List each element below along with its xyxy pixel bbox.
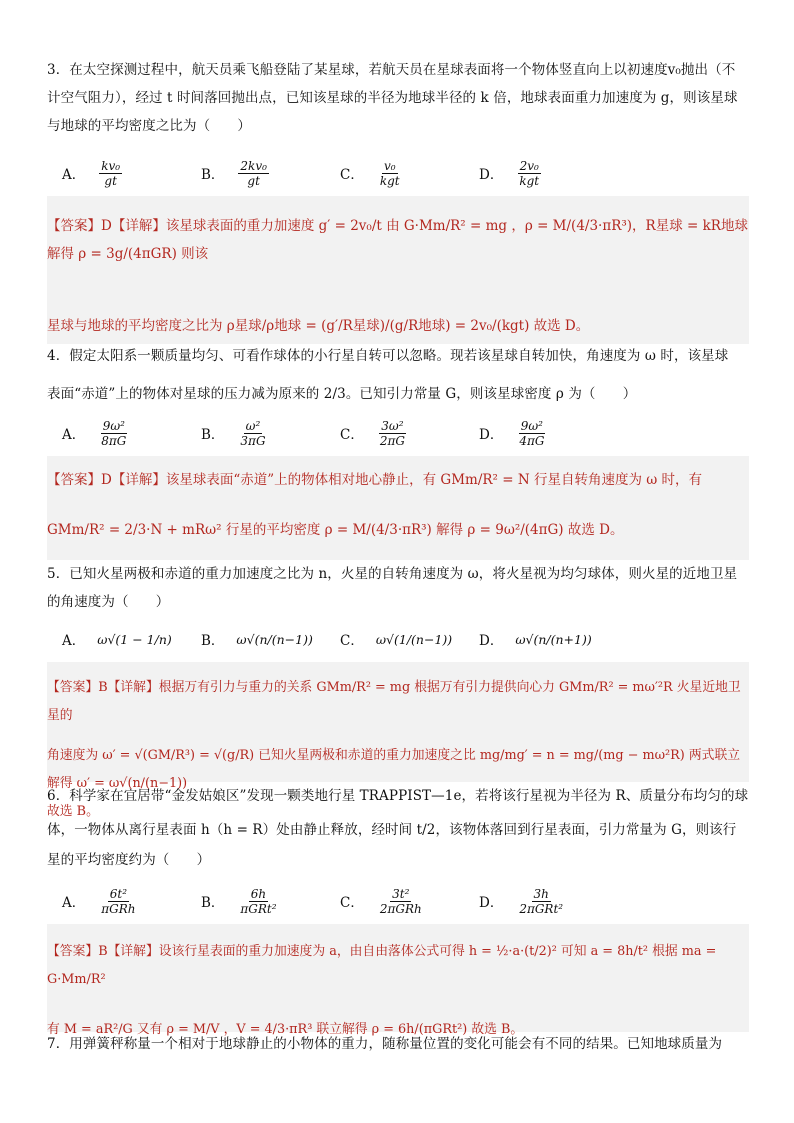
question-6-option-b[interactable]: B． $\frac{6h}{\text{πGRt²}}$ xyxy=(201,886,277,916)
question-3-option-d[interactable]: D． $\frac{\text{2v₀}}{\text{kgt}}$ xyxy=(479,158,540,188)
question-4-option-d[interactable]: D． $\frac{\text{9ω²}}{4\pi G}$ xyxy=(479,418,545,448)
question-6-answer xyxy=(47,924,749,1037)
question-6-line-2: 体，一物体从离行星表面 h（h = R）处由静止释放，经时间 t/2，该物体落回到行星表面，引力常量为 G，则该行 xyxy=(47,822,737,838)
question-5-option-b[interactable]: B． ω√(n/(n−1)) xyxy=(201,631,313,649)
question-6-option-d[interactable]: D． $\frac{3h}{\text{2πGRt²}}$ xyxy=(479,886,564,916)
question-5-option-c[interactable]: C． ω√(1/(n−1)) xyxy=(340,631,453,649)
question-6-options xyxy=(62,880,702,922)
question-6-option-c[interactable]: C． $\frac{\text{3t²}}{\text{2πGRh}}$ xyxy=(340,886,422,916)
question-4-answer-line-2: GMm/R² = 2/3·N + mRω² 行星的平均密度 ρ = M/(4/3·πR³) 解得 ρ = 9ω²/(4πG) 故选 D。 xyxy=(47,522,624,538)
question-4-options xyxy=(62,412,702,454)
question-5 xyxy=(47,560,752,616)
question-3-option-b[interactable]: B． $\frac{\text{2kv₀}}{gt}$ xyxy=(201,158,267,188)
question-3-line-2: 计空气阻力），经过 t 时间落回抛出点，已知该星球的半径为地球半径的 k 倍，地球表面重力加速度为 g，则该星球 xyxy=(47,90,738,106)
question-4-line-2: 表面“赤道”上的物体对星球的压力减为原来的 2/3。已知引力常量 G，则该星球密度 ρ 为（ ） xyxy=(47,386,637,402)
question-6 xyxy=(47,782,752,874)
question-3-option-c[interactable]: C． $\frac{\text{v₀}}{\text{kgt}}$ xyxy=(340,158,400,188)
question-5-options xyxy=(62,618,702,660)
question-5-answer-line-2: 角速度为 ω′ = √(GM/R³) = √(g/R) 已知火星两极和赤道的重力加速度之比 mg/mg′ = n = mg/(mg − mω²R) 两式联立解得 ω′ = ω√(n/(n−1)) xyxy=(47,748,741,791)
question-6-line-3: 星的平均密度约为（ ） xyxy=(47,852,211,868)
question-4 xyxy=(47,342,752,408)
question-4-line-1: 4．假定太阳系一颗质量均匀、可看作球体的小行星自转可以忽略。现若该星球自转加快，角速度为 ω 时，该星球 xyxy=(47,348,729,364)
question-4-option-b[interactable]: B． $\frac{\text{ω²}}{3\pi G}$ xyxy=(201,418,266,448)
question-7 xyxy=(47,1030,752,1058)
question-5-answer-line-3: 故选 B。 xyxy=(47,804,99,819)
question-5-line-2: 的角速度为（ ） xyxy=(47,594,170,610)
question-6-answer-line-2: 有 M = aR²/G 又有 ρ = M/V ，V = 4/3·πR³ 联立解得 ρ = 6h/(πGRt²) 故选 B。 xyxy=(47,1022,524,1037)
question-4-answer xyxy=(47,456,749,560)
question-3 xyxy=(47,56,752,140)
question-6-answer-line-1: 【答案】B【详解】设该行星表面的重力加速度为 a，由自由落体公式可得 h = ½·a·(t/2)² 可知 a = 8h/t² 根据 ma = G·Mm/R² xyxy=(47,944,717,987)
question-5-line-1: 5．已知火星两极和赤道的重力加速度之比为 n，火星的自转角速度为 ω，将火星视为均匀球体，则火星的近地卫星 xyxy=(47,566,738,582)
question-3-line-3: 与地球的平均密度之比为（ ） xyxy=(47,118,251,134)
question-5-option-d[interactable]: D． ω√(n/(n+1)) xyxy=(479,631,592,649)
question-7-line-1: 7．用弹簧秤称量一个相对于地球静止的小物体的重力，随称量位置的变化可能会有不同的结果。已知地球质量为 xyxy=(47,1036,723,1052)
question-5-answer-line-1: 【答案】B【详解】根据万有引力与重力的关系 GMm/R² = mg 根据万有引力提供向心力 GMm/R² = mω′²R 火星近地卫星的 xyxy=(47,680,741,723)
question-3-answer xyxy=(47,196,749,344)
question-4-answer-line-1: 【答案】D【详解】该星球表面“赤道”上的物体相对地心静止，有 GMm/R² = N 行星自转角速度为 ω 时，有 xyxy=(47,472,703,488)
question-4-option-a[interactable]: A． $\frac{\text{9ω²}}{8\pi G}$ xyxy=(62,418,127,448)
question-3-answer-line-1: 【答案】D【详解】该星球表面的重力加速度 g′ = 2v₀/t 由 G·Mm/R² = mg ，ρ = M/(4/3·πR³)，R星球 = kR地球 解得 ρ = 3g/(4πGR) 则该 xyxy=(47,218,748,262)
question-3-option-a[interactable]: A． $\frac{\text{kv₀}}{gt}$ xyxy=(62,158,121,188)
question-6-line-1: 6．科学家在宜居带“金发姑娘区”发现一颗类地行星 TRAPPIST—1e，若将该行星视为半径为 R、质量分布均匀的球 xyxy=(47,788,749,804)
question-4-option-c[interactable]: C． $\frac{\text{3ω²}}{2\pi G}$ xyxy=(340,418,405,448)
question-6-option-a[interactable]: A． $\frac{\text{6t²}}{\text{πGRh}}$ xyxy=(62,886,136,916)
question-3-options xyxy=(62,152,702,194)
question-3-answer-line-2: 星球与地球的平均密度之比为 ρ星球/ρ地球 = (g′/R星球)/(g/R地球) = 2v₀/(kgt) 故选 D。 xyxy=(47,318,590,334)
question-5-option-a[interactable]: A． ω√(1 − 1/n) xyxy=(62,631,172,649)
question-3-line-1: 3．在太空探测过程中，航天员乘飞船登陆了某星球，若航天员在星球表面将一个物体竖直向上以初速度v₀抛出（不 xyxy=(47,62,736,78)
